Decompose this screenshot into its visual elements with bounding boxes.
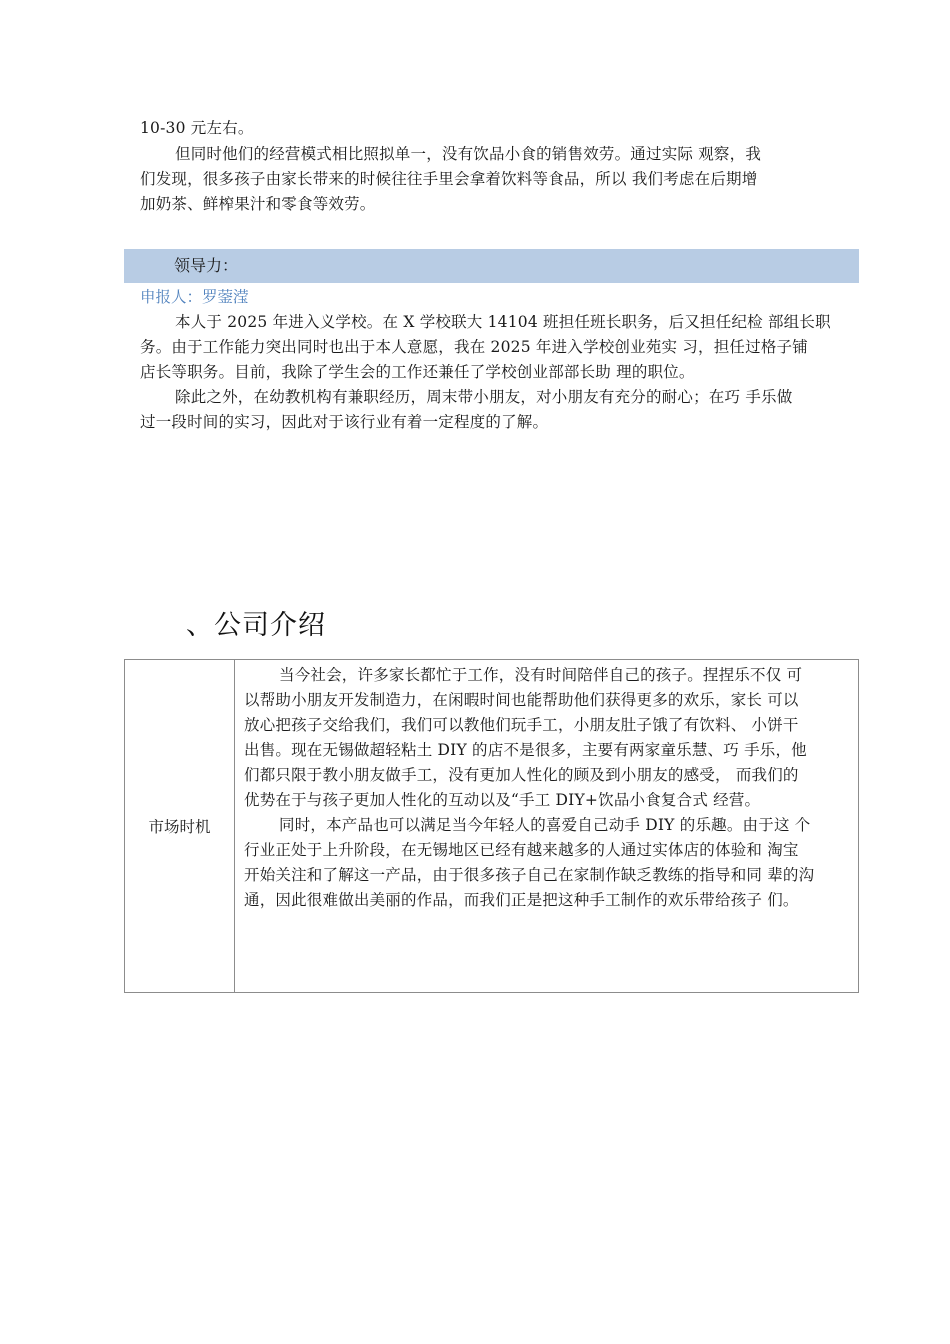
table-text-line: 以帮助小朋友开发制造力，在闲暇时间也能帮助他们获得更多的欢乐，家长 可以 — [244, 691, 799, 709]
table-text-line: 行业正处于上升阶段，在无锡地区已经有越来越多的人通过实体店的体验和 淘宝 — [244, 841, 799, 859]
table-content-cell — [235, 660, 859, 993]
leadership-line: 店长等职务。目前，我除了学生会的工作还兼任了学校创业部部长助 理的职位。 — [140, 363, 695, 381]
table-text-line: 通，因此很难做出美丽的作品，而我们正是把这种手工制作的欢乐带给孩子 们。 — [244, 891, 799, 909]
table-text-line: 出售。现在无锡做超轻粘土 DIY 的店不是很多，主要有两家童乐慧、巧 手乐，他 — [244, 741, 807, 759]
table-text-line: 们都只限于教小朋友做手工，没有更加人性化的顾及到小朋友的感受， 而我们的 — [244, 766, 799, 784]
leadership-heading: 领导力： — [174, 256, 239, 275]
leadership-banner — [124, 249, 859, 283]
leadership-line: 除此之外，在幼教机构有兼职经历，周末带小朋友，对小朋友有充分的耐心；在巧 手乐做 — [175, 388, 793, 406]
table-text-line: 同时，本产品也可以满足当今年轻人的喜爱自己动手 DIY 的乐趣。由于这 个 — [279, 816, 811, 834]
leadership-line: 过一段时间的实习，因此对于该行业有着一定程度的了解。 — [140, 413, 549, 431]
intro-line: 10-30 元左右。 — [140, 119, 254, 137]
intro-line: 但同时他们的经营模式相比照拟单一，没有饮品小食的销售效劳。通过实际 观察，我 — [175, 145, 762, 163]
table-text-line: 开始关注和了解这一产品，由于很多孩子自己在家制作缺乏教练的指导和同 辈的沟 — [244, 866, 815, 884]
table-text-line: 优势在于与孩子更加人性化的互动以及“手工 DIY+饮品小食复合式 经营。 — [244, 791, 761, 809]
leadership-line: 本人于 2025 年进入义学校。在 X 学校联大 14104 班担任班长职务，后又担任纪检 部组长职 — [175, 313, 831, 331]
table-row — [125, 660, 859, 993]
intro-line: 加奶茶、鲜榨果汁和零食等效劳。 — [140, 195, 376, 213]
table-label-cell: 市场时机 — [125, 660, 235, 993]
section-title-company: 、公司介绍 — [186, 610, 326, 641]
applicant-name: 申报人：罗蓥滢 — [140, 288, 249, 306]
intro-line: 们发现，很多孩子由家长带来的时候往往手里会拿着饮料等食品，所以 我们考虑在后期增 — [140, 170, 758, 188]
table-text-line: 当今社会，许多家长都忙于工作，没有时间陪伴自己的孩子。捏捏乐不仅 可 — [279, 666, 803, 684]
leadership-line: 务。由于工作能力突出同时也出于本人意愿，我在 2025 年进入学校创业苑实 习，担任过格子铺 — [140, 338, 808, 356]
market-opportunity-table — [124, 659, 859, 993]
table-text-line: 放心把孩子交给我们，我们可以教他们玩手工，小朋友肚子饿了有饮料、 小饼干 — [244, 716, 799, 734]
